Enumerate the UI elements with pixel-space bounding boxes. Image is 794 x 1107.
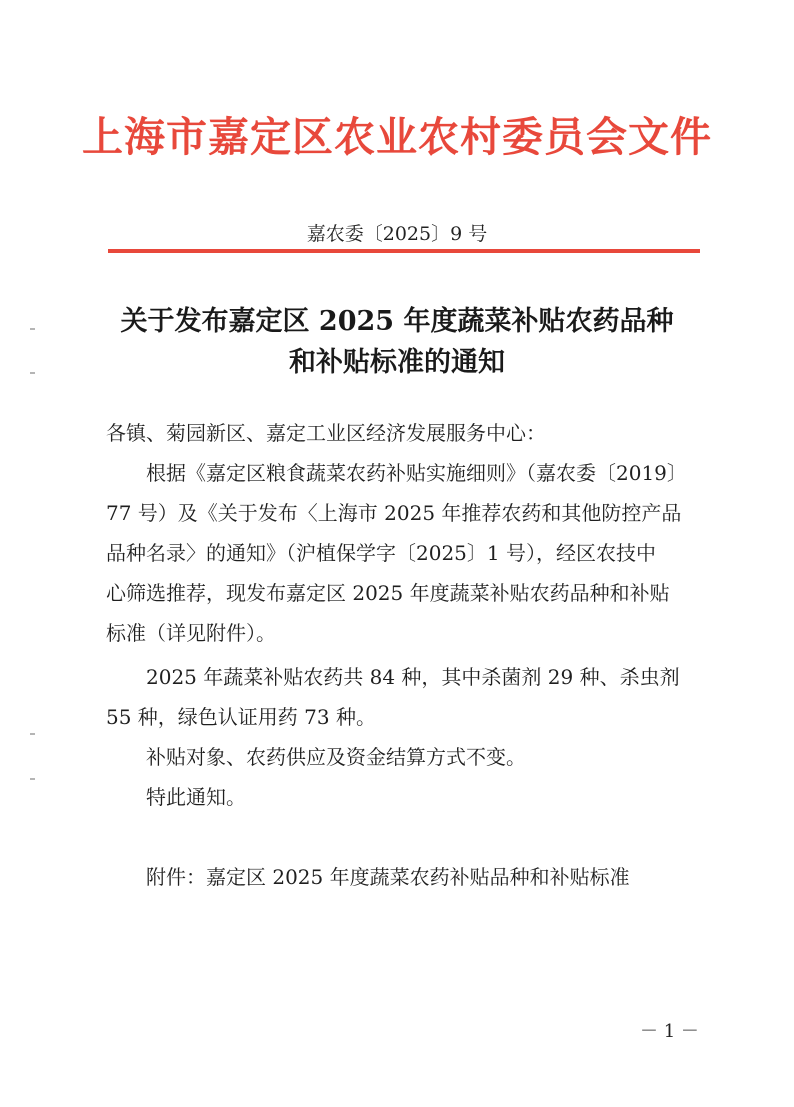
issuer-title: 上海市嘉定区农业农村委员会文件 (82, 113, 712, 161)
paragraph-4: 特此通知。 (106, 785, 246, 809)
page-number: － 1 － (640, 1021, 699, 1042)
paragraph-2-line-1: 2025 年蔬菜补贴农药共 84 种，其中杀菌剂 29 种、杀虫剂 (106, 665, 680, 689)
paragraph-2-line-2: 55 种，绿色认证用药 73 种。 (106, 705, 376, 729)
paragraph-1-line-3: 品种名录〉的通知》（沪植保学字〔2025〕1 号），经区农技中 (106, 541, 656, 565)
paragraph-1-line-5: 标准（详见附件）。 (106, 621, 276, 645)
paragraph-1-line-4: 心筛选推荐，现发布嘉定区 2025 年度蔬菜补贴农药品种和补贴 (106, 581, 670, 605)
salutation: 各镇、菊园新区、嘉定工业区经济发展服务中心： (106, 421, 546, 445)
red-separator-line (108, 249, 700, 253)
attachment-line: 附件：嘉定区 2025 年度蔬菜农药补贴品种和补贴标准 (106, 865, 630, 889)
paragraph-1-line-2: 77 号）及《关于发布〈上海市 2025 年推荐农药和其他防控产品 (106, 501, 682, 525)
document-number: 嘉农委〔2025〕9 号 (306, 223, 488, 245)
paragraph-1-line-1: 根据《嘉定区粮食蔬菜农药补贴实施细则》（嘉农委〔2019〕 (106, 461, 687, 485)
scan-margin-mark (30, 733, 35, 735)
scan-margin-mark (30, 328, 35, 330)
paragraph-3: 补贴对象、农药供应及资金结算方式不变。 (106, 745, 526, 769)
notice-title-line-1: 关于发布嘉定区 2025 年度蔬菜补贴农药品种 (120, 306, 674, 337)
notice-title-line-2: 和补贴标准的通知 (289, 347, 505, 378)
scan-margin-mark (30, 372, 35, 374)
scan-margin-mark (30, 778, 35, 780)
